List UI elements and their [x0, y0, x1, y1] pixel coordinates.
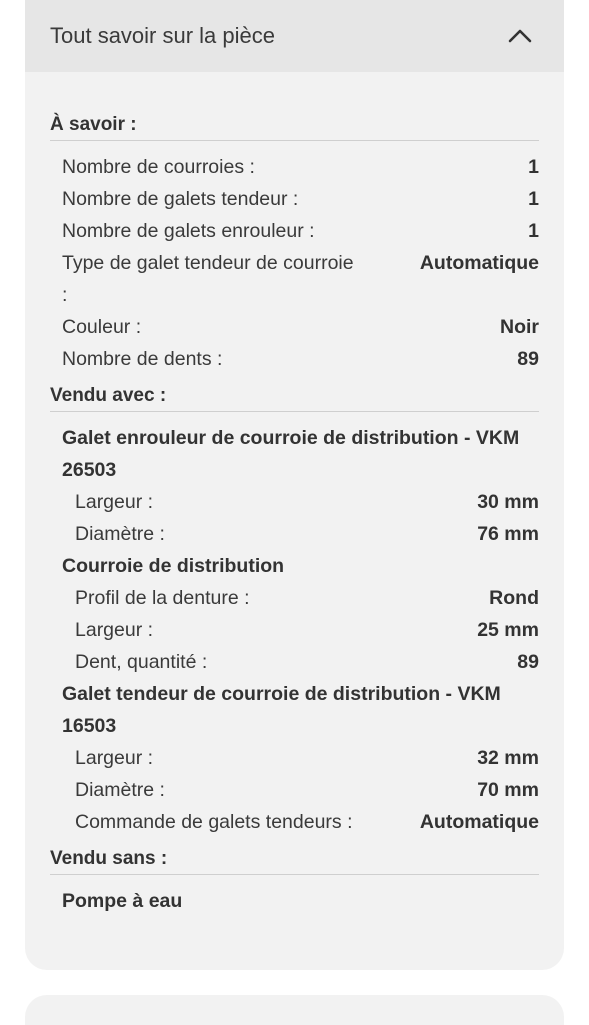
excluded-item-title: Pompe à eau [62, 890, 183, 912]
spec-label: Nombre de galets tendeur : [62, 188, 299, 210]
spec-value: 1 [528, 188, 539, 210]
spec-label: Nombre de dents : [62, 348, 223, 370]
spec-row [50, 806, 539, 838]
spec-value: 30 mm [477, 491, 539, 513]
spec-label: Diamètre : [75, 779, 165, 801]
spec-value: 1 [528, 220, 539, 242]
spec-row [50, 215, 539, 247]
spec-value: Automatique [419, 252, 539, 274]
spec-value: 1 [528, 156, 539, 178]
spec-value: 25 mm [477, 619, 539, 641]
spec-row [50, 183, 539, 215]
included-item-title: Galet tendeur de courroie de distribution - VKM 16503 [62, 683, 501, 737]
panel-content [25, 72, 564, 917]
spec-value: 70 mm [477, 779, 539, 801]
spec-row [50, 742, 539, 774]
spec-row [50, 151, 539, 183]
spec-label: Nombre de galets enrouleur : [62, 220, 315, 242]
spec-value: Automatique [419, 811, 539, 833]
section-title-vendu-avec: Vendu avec : [50, 385, 539, 412]
spec-value: 32 mm [477, 747, 539, 769]
panel-header[interactable] [25, 0, 564, 72]
spec-label: Largeur : [75, 747, 154, 769]
spec-label: Largeur : [75, 619, 154, 641]
spec-row [50, 518, 539, 550]
spec-row [50, 774, 539, 806]
spec-label: Nombre de courroies : [62, 156, 255, 178]
spec-row [50, 646, 539, 678]
spec-label: Diamètre : [75, 523, 165, 545]
spec-label: Largeur : [75, 491, 154, 513]
spec-value: 89 [517, 651, 539, 673]
spec-value: Noir [500, 316, 539, 338]
spec-row [50, 582, 539, 614]
spec-label: Dent, quantité : [75, 651, 208, 673]
spec-label: Type de galet tendeur de courroie : [62, 252, 354, 306]
section-title-a-savoir: À savoir : [50, 114, 539, 141]
spec-row [50, 311, 539, 343]
spec-label: Commande de galets tendeurs : [75, 811, 353, 833]
included-item-title: Courroie de distribution [62, 555, 285, 577]
spec-value: 76 mm [477, 523, 539, 545]
panel-title: Tout savoir sur la pièce [50, 23, 275, 48]
included-item-title: Galet enrouleur de courroie de distribution - VKM 26503 [62, 427, 520, 481]
spec-value: Rond [489, 587, 539, 609]
spec-label: Couleur : [62, 316, 142, 338]
spec-row [50, 343, 539, 375]
spec-row [50, 614, 539, 646]
spec-row [50, 486, 539, 518]
spec-row [50, 247, 539, 311]
section-title-vendu-sans: Vendu sans : [50, 848, 539, 875]
part-info-panel [25, 0, 564, 970]
spec-label: Profil de la denture : [75, 587, 250, 609]
spec-value: 89 [517, 348, 539, 370]
chevron-up-icon[interactable] [506, 22, 534, 50]
